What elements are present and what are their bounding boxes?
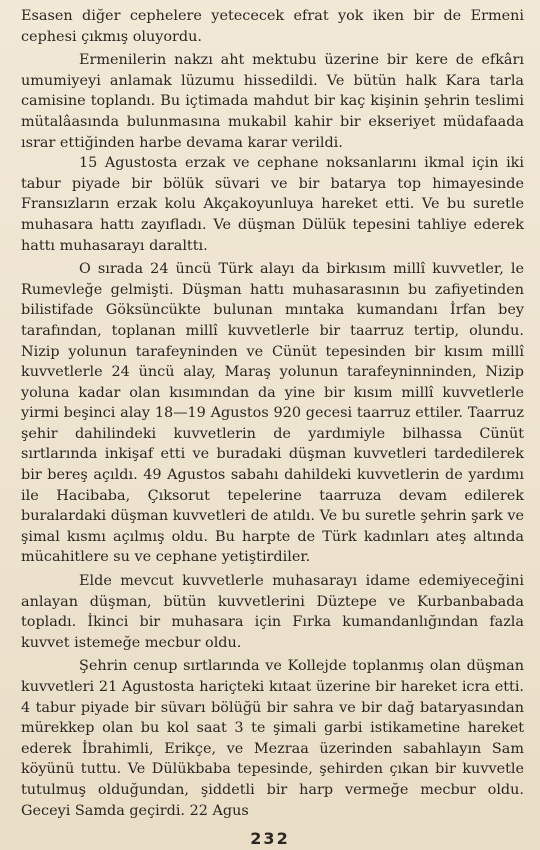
body-text	[21, 6, 524, 821]
paragraph-3: 15 Agustosta erzak ve cephane noksanlarını ikmal için iki tabur piyade bir bölük süvari ve bir batarya top himayesinde Fransızların erzak kolu Akçakoyunluya hareket etti. Ve bu suretle muhasara hattı zayıfladı. Ve düşman Dülük tepesini tahliye ederek hattı muhasarayı daralttı.	[21, 155, 524, 254]
paragraph-4: O sırada 24 üncü Türk alayı da birkısım millî kuvvetler, le Rumevleğe gelmişti. Düşman hattı muhasarasının bu zafiyetinden bilistifade Göksüncükte bulunan mıntaka kumandanı İrfan bey tarafından, toplanan millî kuvvetlerle bir taarruz tertip, olundu. Nizip yolunun tarafeyninden ve Cünüt tepesinden bir kısım millî kuvvetlerle 24 üncü alay, Maraş yolunun tarafeyninninden, Nizip yoluna kadar olan kısımından da yine bir kısım millî kuvvetlerle yirmi beşinci alay 18—19 Agustos 920 gecesi taarruz ettiler. Taarruz şehir dahilindeki kuvvetlerin de yardımiyle bilhassa Cünüt sırtlarında inkişaf etti ve buradaki düşman kuvvetleri tardedilerek bir bereş açıldı. 49 Agustos sabahı dahildeki kuvvetlerin de yardımı ile Hacibaba, Çıksorut tepelerine taarruza devam edilerek buralardaki düşman kuvvetleri de atıldı. Ve bu suretle şehrin şark ve şimal kısmı açılmış oldu. Bu harpte de Türk kadınları ateş altında mücahitlere su ve cephane yetiştirdiler.	[21, 261, 524, 566]
paragraph-1: Esasen diğer cephelere yetececek efrat yok iken bir de Ermeni cephesi çıkmış oluyordu.	[21, 8, 524, 45]
paragraph-2: Ermenilerin nakzı aht mektubu üzerine bir kere de efkârı umumiyeyi anlamak lüzumu hissedildi. Ve bütün halk Kara tarla camisine toplandı. Bu içtimada mahdut bir kaç kişinin şehrin teslimi mütalâasında bulunmasına mukabil kahir bir ekseriyet müdafaada ısrar ettiğinden harbe devama karar verildi.	[21, 52, 524, 151]
paragraph-5: Elde mevcut kuvvetlerle muhasarayı idame edemiyeceğini anlayan düşman, bütün kuvvetlerini Düztepe ve Kurbanbabada topladı. İkinci bir muhasara için Fırka kumandanlığından fazla kuvvet istemeğe mecbur oldu.	[21, 573, 524, 651]
page-number: 232	[250, 829, 290, 848]
paragraph-6: Şehrin cenup sırtlarında ve Kollejde toplanmış olan düşman kuvvetleri 21 Agustosta hariçteki kıtaat üzerine bir hareket icra etti. 4 tabur piyade bir süvarı bölüğü bir sahra ve bir dağ bataryasından mürekkep olan bu kol saat 3 te şimali garbi istikametine hareket ederek İbrahimli, Erikçe, ve Mezraa üzerinden sabahlayın Sam köyünü tuttu. Ve Dülükbaba tepesinde, şehirden çıkan bir kuvvetle tutulmuş olduğundan, şiddetli bir harp vermeğe mecbur oldu. Geceyi Samda geçirdi. 22 Agus	[21, 658, 524, 819]
